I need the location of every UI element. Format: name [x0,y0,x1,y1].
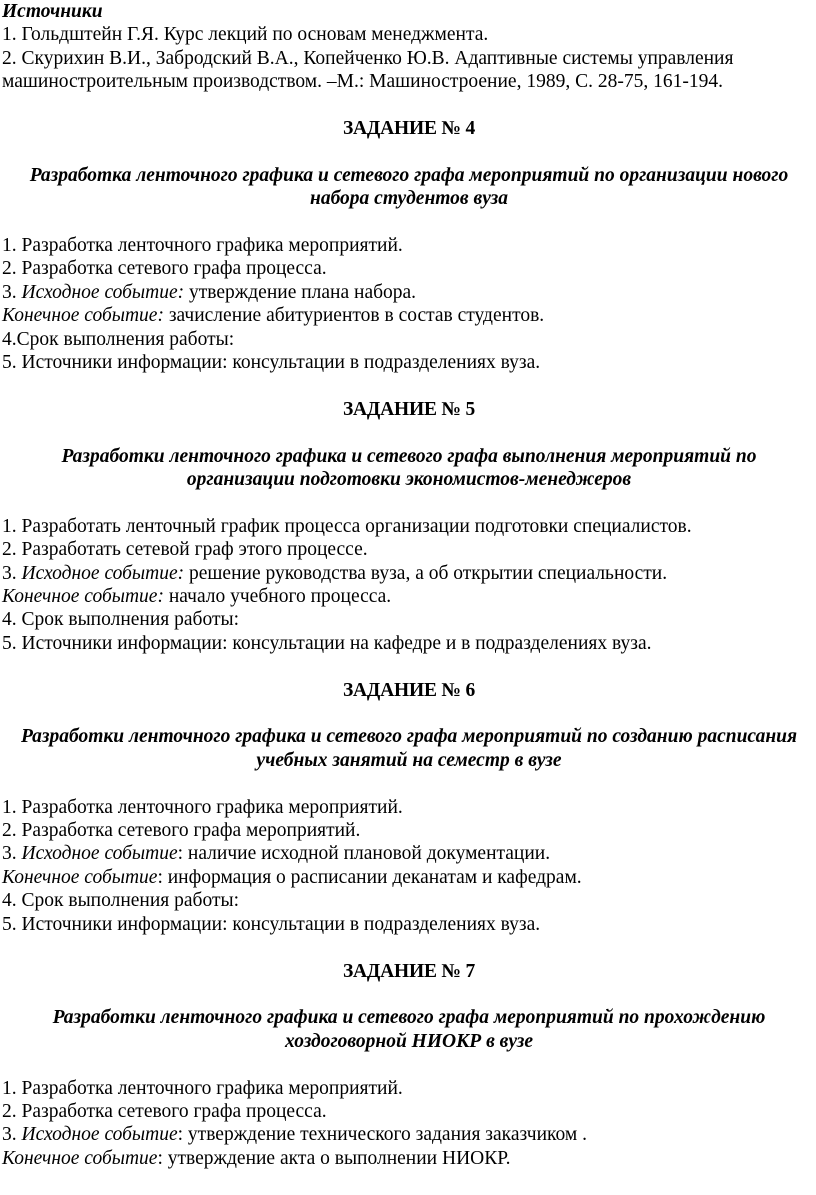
task-item-start-event: 3. Исходное событие: решение руководства вуза, а об открытии специальности. [2,562,668,584]
task-4 [2,117,816,374]
task-item: 4. Срок выполнения работы: [2,890,239,912]
task-item-end-event: Конечное событие: информация о расписании деканатам и кафедрам. [2,866,582,888]
task-item-end-event: Конечное событие: начало учебного процесса. [2,586,392,608]
task-item: 2. Разработка сетевого графа мероприятий. [2,820,361,842]
task-subtitle: учебных занятий на семестр в вузе [256,749,562,771]
task-subtitle: Разработки ленточного графика и сетевого графа выполнения мероприятий по [61,445,757,467]
task-5 [2,398,816,655]
source-item: 2. Скурихин В.И., Забродский В.А., Копейченко Ю.В. Адаптивные системы управления [2,47,734,69]
task-item: 4. Срок выполнения работы: [2,609,239,631]
task-heading: ЗАДАНИЕ № 4 [342,118,476,140]
task-item: 4.Срок выполнения работы: [2,328,235,350]
task-item: 2. Разработка сетевого графа процесса. [2,1100,327,1122]
source-item-continuation: машиностроительным производством. –М.: Машиностроение, 1989, С. 28-75, 161-194. [2,71,723,93]
task-subtitle: Разработки ленточного графика и сетевого графа мероприятий по созданию расписания [20,726,798,748]
task-item-start-event: 3. Исходное событие: утверждение технического задания заказчиком . [2,1124,588,1146]
sources-section [2,0,816,94]
task-item: 1. Разработка ленточного графика мероприятий. [2,235,403,257]
task-heading: ЗАДАНИЕ № 6 [342,679,476,701]
sources-title: Источники [2,1,103,22]
task-item: 5. Источники информации: консультации в подразделениях вуза. [2,352,541,374]
task-item-end-event: Конечное событие: утверждение акта о выполнении НИОКР. [2,1147,511,1169]
task-item-end-event: Конечное событие: зачисление абитуриентов в состав студентов. [2,305,545,327]
task-item-start-event: 3. Исходное событие: утверждение плана набора. [2,281,417,303]
task-7 [2,960,816,1171]
task-item: 2. Разработать сетевой граф этого процессе. [2,539,368,561]
task-item-start-event: 3. Исходное событие: наличие исходной плановой документации. [2,843,551,865]
task-heading: ЗАДАНИЕ № 5 [342,398,476,420]
task-heading: ЗАДАНИЕ № 7 [342,960,476,982]
task-item: 1. Разработка ленточного графика мероприятий. [2,1077,403,1099]
task-item: 1. Разработка ленточного графика мероприятий. [2,796,403,818]
task-item: 5. Источники информации: консультации на кафедре и в подразделениях вуза. [2,632,652,654]
task-subtitle: хоздоговорной НИОКР в вузе [284,1030,534,1052]
task-subtitle: набора студентов вуза [310,188,508,210]
source-item: 1. Гольдштейн Г.Я. Курс лекций по основам менеджмента. [2,24,489,46]
task-subtitle: Разработка ленточного графика и сетевого графа мероприятий по организации нового [29,164,789,186]
task-item: 1. Разработать ленточный график процесса организации подготовки специалистов. [2,515,692,537]
task-6 [2,679,816,936]
task-item: 2. Разработка сетевого графа процесса. [2,258,327,280]
task-item: 5. Источники информации: консультации в подразделениях вуза. [2,913,541,935]
task-subtitle: организации подготовки экономистов-менеджеров [186,469,632,491]
task-subtitle: Разработки ленточного графика и сетевого графа мероприятий по прохождению [52,1007,766,1029]
